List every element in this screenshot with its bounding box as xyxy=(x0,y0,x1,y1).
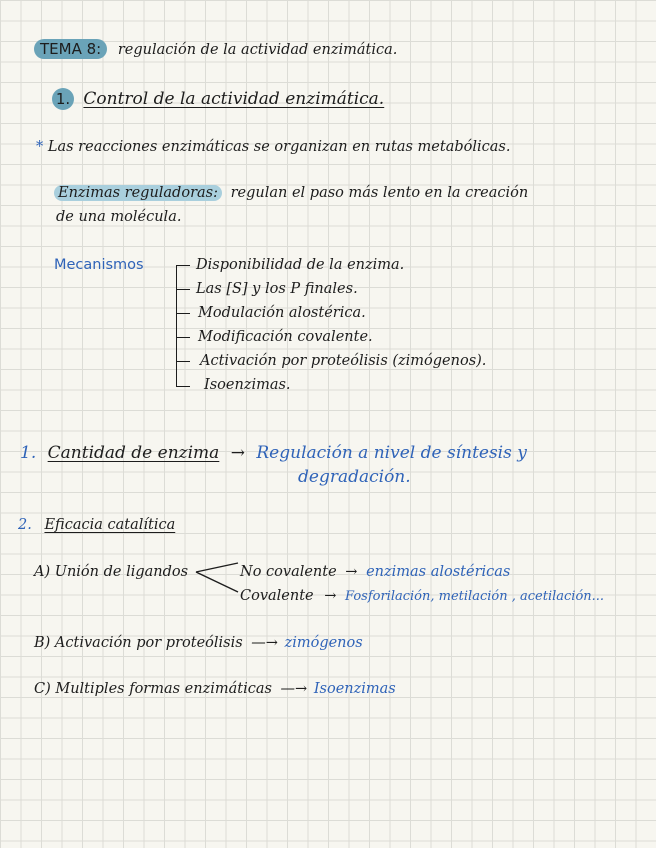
branch-1-result: enzimas alostéricas xyxy=(366,564,511,580)
bullet-text: Las reacciones enzimáticas se organizan en rutas metabólicas. xyxy=(47,139,511,155)
eficacia-label: Eficacia catalítica xyxy=(44,517,176,533)
item-a-branch-2 xyxy=(240,587,604,606)
cantidad-result-line-2: degradación. xyxy=(298,467,411,487)
asterisk-icon: * xyxy=(36,139,44,155)
reguladoras-label: Enzimas reguladoras: xyxy=(54,185,222,201)
item-a-label: A) Unión de ligandos xyxy=(34,564,189,580)
reguladoras-text: regulan el paso más lento en la creación xyxy=(230,185,529,201)
cantidad-label: Cantidad de enzima xyxy=(47,443,220,463)
eficacia-number: 2. xyxy=(18,517,32,533)
arrow-right-icon: —→ xyxy=(280,681,308,697)
arrow-right-icon: —→ xyxy=(251,635,278,651)
item-b-result: zimógenos xyxy=(284,635,363,651)
item-b-label: B) Activación por proteólisis xyxy=(34,635,243,651)
item-a-branch-1 xyxy=(240,563,510,581)
mecanismo-item: Disponibilidad de la enzima. xyxy=(196,257,405,273)
arrow-right-icon: → xyxy=(345,564,358,580)
arrow-right-icon: → xyxy=(230,443,245,463)
mecanismo-item: Modulación alostérica. xyxy=(198,305,366,321)
cantidad-number: 1. xyxy=(20,443,37,463)
item-c-label: C) Multiples formas enzimáticas xyxy=(34,681,272,697)
branch-2-label: Covalente xyxy=(240,588,314,604)
mecanismo-item: Modificación covalente. xyxy=(198,329,373,345)
mecanismo-item: Isoenzimas. xyxy=(204,377,291,393)
section-heading-text: Control de la actividad enzimática. xyxy=(83,89,385,109)
branch-1-label: No covalente xyxy=(240,564,337,580)
topic-title: regulación de la actividad enzimática. xyxy=(117,42,398,58)
topic-badge: TEMA 8: xyxy=(34,39,107,59)
branch-2-result: Fosforilación, metilación , acetilación... xyxy=(345,589,605,604)
reguladoras-line-2: de una molécula. xyxy=(56,209,182,225)
item-b-line xyxy=(34,634,363,652)
cantidad-result: Regulación a nivel de síntesis y xyxy=(256,443,527,463)
mecanismo-item: Las [S] y los P finales. xyxy=(196,281,358,297)
section-number-badge: 1. xyxy=(52,88,74,110)
mecanismos-label: Mecanismos xyxy=(54,257,144,273)
mecanismo-item: Activación por proteólisis (zimógenos). xyxy=(200,353,487,369)
item-c-line xyxy=(34,680,396,698)
item-c-result: Isoenzimas xyxy=(313,681,396,697)
arrow-right-icon: → xyxy=(324,588,337,604)
